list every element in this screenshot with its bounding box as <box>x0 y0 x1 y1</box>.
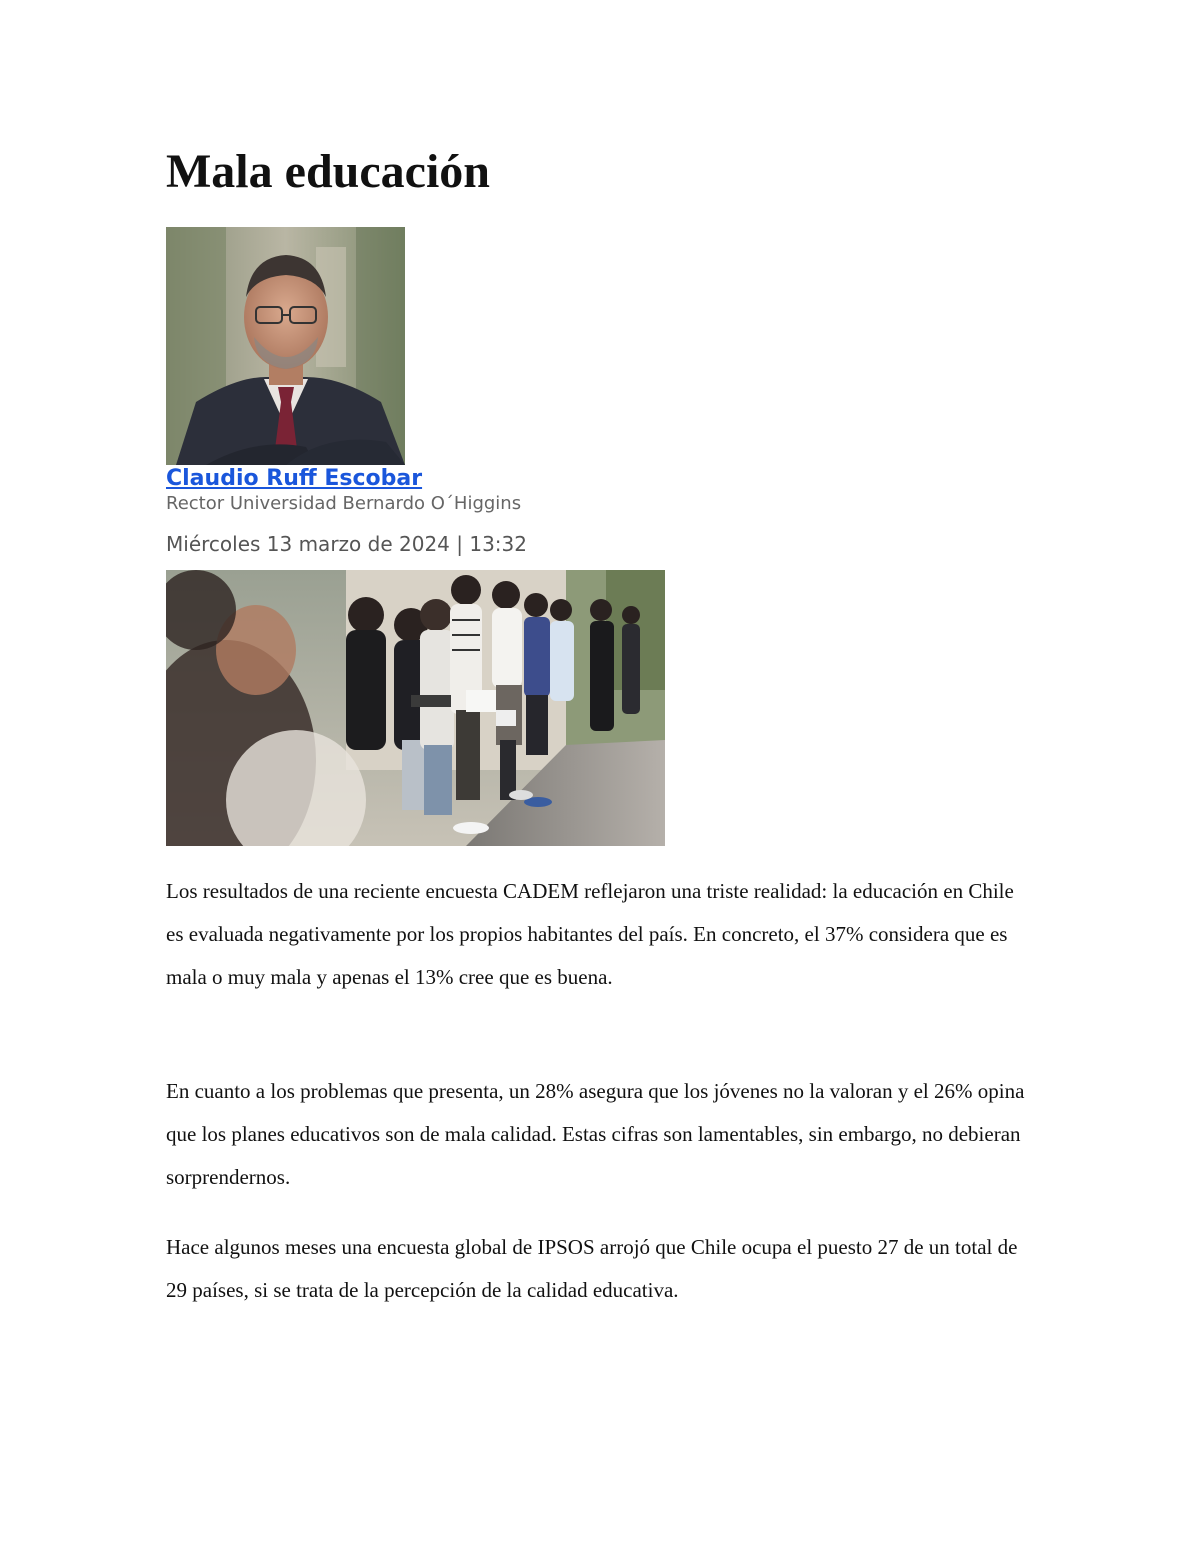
article-photo <box>166 570 665 846</box>
article-title: Mala educación <box>166 145 490 198</box>
author-role: Rector Universidad Bernardo O´Higgins <box>166 493 522 514</box>
author-photo <box>166 227 405 465</box>
author-name-link[interactable]: Claudio Ruff Escobar <box>166 466 423 491</box>
article-paragraph: Los resultados de una reciente encuesta CADEM reflejaron una triste realidad: la educación en Chile es evaluada negativamente por los propios habitantes del país. En concreto, el 37% considera que es mala o muy mala y apenas el 13% cree que es buena. <box>166 879 1014 989</box>
article-paragraph: En cuanto a los problemas que presenta, un 28% asegura que los jóvenes no la valoran y el 26% opina que los planes educativos son de mala calidad. Estas cifras son lamentables, sin embargo, no debieran sorprendernos. <box>166 1079 1025 1189</box>
publish-date: Miércoles 13 marzo de 2024 | 13:32 <box>166 532 527 556</box>
article-paragraph: Hace algunos meses una encuesta global de IPSOS arrojó que Chile ocupa el puesto 27 de un total de 29 países, si se trata de la percepción de la calidad educativa. <box>166 1235 1018 1302</box>
